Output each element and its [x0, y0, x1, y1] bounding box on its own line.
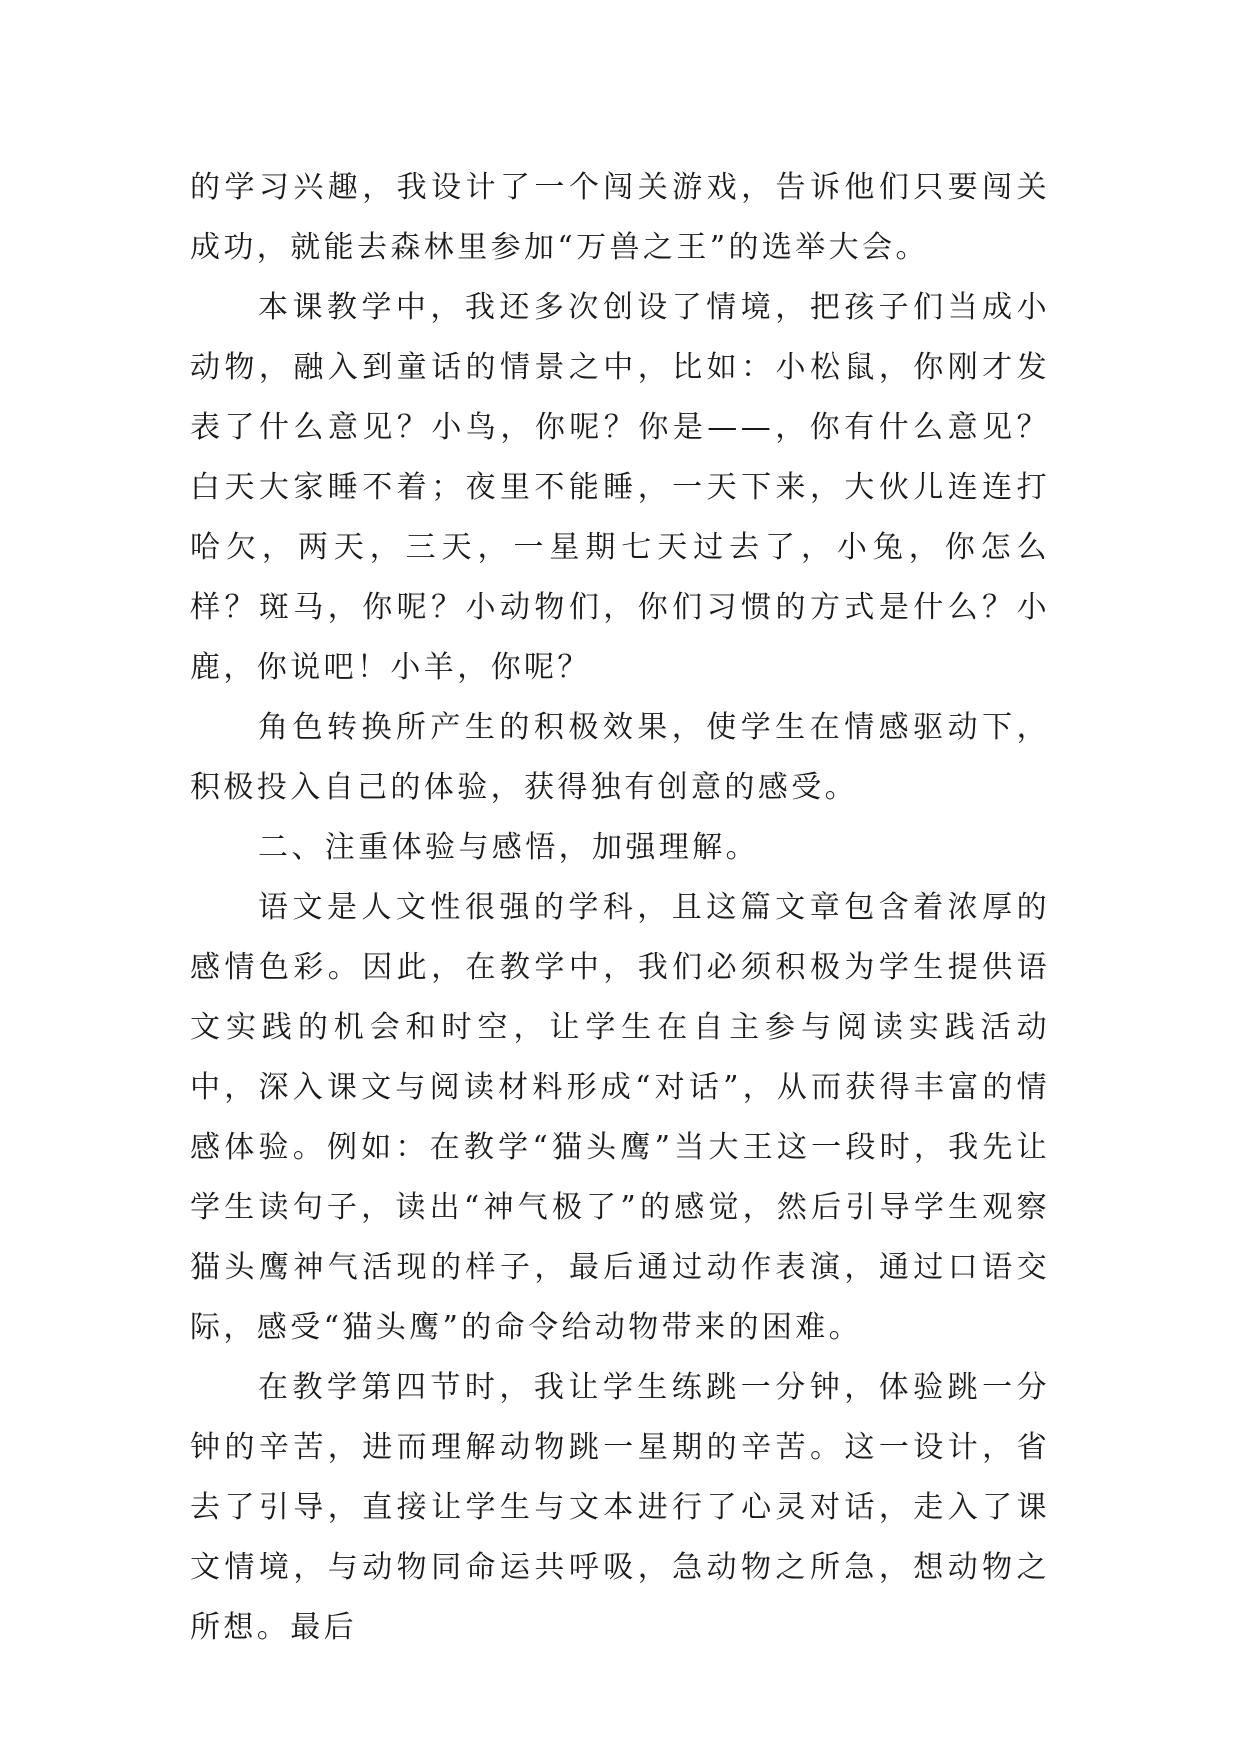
paragraph-3: 角色转换所产生的积极效果，使学生在情感驱动下，积极投入自己的体验，获得独有创意的感受。 — [190, 710, 1050, 805]
section-heading: 二、注重体验与感悟，加强理解。 — [258, 830, 759, 865]
paragraph-2: 本课教学中，我还多次创设了情境，把孩子们当成小动物，融入到童话的情景之中，比如：小松鼠，你刚才发表了什么意见？小鸟，你呢？你是——，你有什么意见？白天大家睡不着；夜里不能睡，一天下来，大伙儿连连打哈欠，两天，三天，一星期七天过去了，小兔，你怎么样？斑马，你呢？小动物们，你们习惯的方式是什么？小鹿，你说吧！小羊，你呢？ — [190, 290, 1050, 685]
paragraph-1: 的学习兴趣，我设计了一个闯关游戏，告诉他们只要闯关成功，就能去森林里参加“万兽之王”的选举大会。 — [190, 170, 1050, 265]
paragraph-4: 语文是人文性很强的学科，且这篇文章包含着浓厚的感情色彩。因此，在教学中，我们必须积极为学生提供语文实践的机会和时空，让学生在自主参与阅读实践活动中，深入课文与阅读材料形成“对话”，从而获得丰富的情感体验。例如：在教学“猫头鹰”当大王这一段时，我先让学生读句子，读出“神气极了”的感觉，然后引导学生观察猫头鹰神气活现的样子，最后通过动作表演，通过口语交际，感受“猫头鹰”的命令给动物带来的困难。 — [190, 890, 1050, 1345]
paragraph-5: 在教学第四节时，我让学生练跳一分钟，体验跳一分钟的辛苦，进而理解动物跳一星期的辛苦。这一设计，省去了引导，直接让学生与文本进行了心灵对话，走入了课文情境，与动物同命运共呼吸，急动物之所急，想动物之所想。最后 — [190, 1370, 1050, 1645]
document-body — [190, 158, 1050, 1658]
